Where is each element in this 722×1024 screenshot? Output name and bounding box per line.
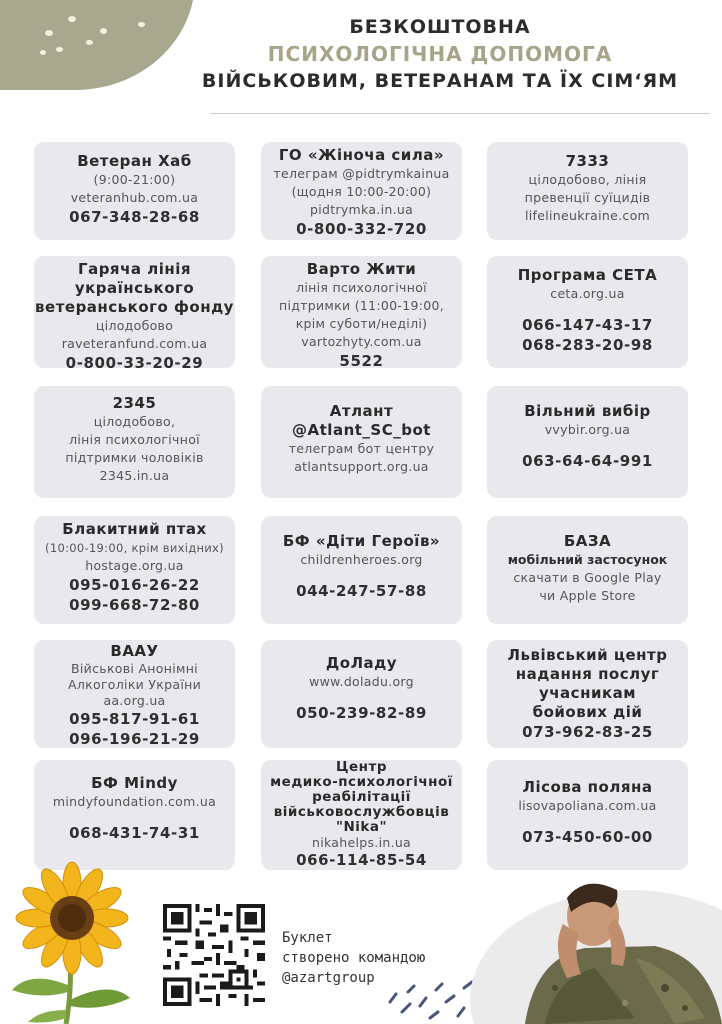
card-phone[interactable]: 066-147-43-17 xyxy=(522,316,653,334)
card-phone[interactable]: 095-817-91-61 xyxy=(69,710,200,728)
card-title: бойових дій xyxy=(532,703,643,721)
card-website: veteranhub.com.ua xyxy=(70,190,199,205)
card-title: ветеранського фонду xyxy=(35,298,234,316)
card-website: lifelineukraine.com xyxy=(524,208,650,223)
card-ceta xyxy=(487,256,688,368)
card-doladu xyxy=(261,640,462,748)
card-telegram-bot: @Atlant_SC_bot xyxy=(292,421,431,439)
decor-dot xyxy=(138,22,145,27)
card-title: Центр xyxy=(336,759,387,775)
card-lisova-poliana xyxy=(487,760,688,870)
page-header xyxy=(175,14,705,94)
decor-dot xyxy=(56,47,63,52)
card-hours: (10:00-19:00, крім вихідних) xyxy=(45,541,224,555)
card-nika xyxy=(261,760,462,870)
card-description: превенції суїцидів xyxy=(524,190,651,205)
spacer xyxy=(34,811,235,823)
card-phone[interactable]: 095-016-26-22 xyxy=(69,576,200,594)
header-divider xyxy=(210,113,710,114)
card-title: Гаряча лінія xyxy=(78,260,191,278)
card-title: учасникам xyxy=(538,684,637,702)
card-hours: (щодня 10:00-20:00) xyxy=(291,184,432,199)
card-phone[interactable]: 044-247-57-88 xyxy=(296,582,427,600)
card-website: ceta.org.ua xyxy=(550,286,625,301)
card-title: військовослужбовців xyxy=(273,804,450,820)
spacer xyxy=(261,569,462,581)
spacer xyxy=(487,815,688,827)
card-description: підтримки чоловіків xyxy=(65,450,204,465)
card-title: Варто Жити xyxy=(306,260,417,278)
card-hours: (9:00-21:00) xyxy=(93,172,176,187)
card-blakytnyi-ptakh xyxy=(34,516,235,624)
corner-decoration xyxy=(0,0,195,90)
card-lviv-center xyxy=(487,640,688,748)
card-phone[interactable]: 050-239-82-89 xyxy=(296,704,427,722)
header-line-3: ВІЙСЬКОВИМ, ВЕТЕРАНАМ ТА ЇХ СІМ‘ЯМ xyxy=(201,70,679,92)
spacer xyxy=(261,691,462,703)
card-phone[interactable]: 0-800-332-720 xyxy=(296,220,427,238)
card-title: Ветеран Хаб xyxy=(77,152,192,170)
card-title: БФ Mindy xyxy=(91,774,178,792)
credit-handle[interactable]: @azartgroup xyxy=(282,970,375,986)
card-description: цілодобово, лінія xyxy=(528,172,647,187)
card-title: реабілітації xyxy=(312,789,411,805)
soldier-photo xyxy=(515,868,722,1024)
header-line-1: БЕЗКОШТОВНА xyxy=(349,16,531,38)
card-baza xyxy=(487,516,688,624)
card-description: лінія психологічної xyxy=(69,432,200,447)
card-7333 xyxy=(487,142,688,240)
card-dity-heroiv xyxy=(261,516,462,624)
card-phone[interactable]: 073-450-60-00 xyxy=(522,828,653,846)
card-varto-zhyty xyxy=(261,256,462,368)
card-phone[interactable]: 5522 xyxy=(339,352,384,370)
card-veteran-hub xyxy=(34,142,235,240)
card-website: aa.org.ua xyxy=(103,693,166,708)
card-website: www.doladu.org xyxy=(309,674,414,689)
card-hours: цілодобово xyxy=(95,318,174,333)
card-title: 2345 xyxy=(112,394,157,412)
card-title: Блакитний птах xyxy=(62,520,207,538)
card-vilnyi-vybir xyxy=(487,386,688,498)
card-atlant xyxy=(261,386,462,498)
card-website: vartozhyty.com.ua xyxy=(301,334,422,349)
header-line-2: ПСИХОЛОГІЧНА ДОПОМОГА xyxy=(267,42,613,66)
card-website: lisovapoliana.com.ua xyxy=(518,798,657,813)
card-hours: крім суботи/неділі) xyxy=(295,316,428,331)
card-title: надання послуг xyxy=(515,665,660,683)
card-title: БФ «Діти Героїв» xyxy=(282,532,441,550)
card-description: Алкоголіки України xyxy=(68,677,201,692)
decor-dot xyxy=(45,30,53,36)
decor-dot xyxy=(100,28,107,34)
card-title: Атлант xyxy=(329,402,394,420)
card-description: скачати в Google Play xyxy=(513,570,662,585)
card-description: лінія психологічної xyxy=(296,280,427,295)
card-title: Вільний вибір xyxy=(524,402,651,420)
card-hours: підтримки (11:00-19:00, xyxy=(278,298,444,313)
card-description: телеграм бот центру xyxy=(288,441,435,456)
card-phone[interactable]: 068-431-74-31 xyxy=(69,824,200,842)
card-phone[interactable]: 096-196-21-29 xyxy=(69,730,200,748)
decor-dot xyxy=(86,40,93,45)
card-title: Програма СЕТА xyxy=(517,266,658,284)
card-description: Військові Анонімні xyxy=(71,661,198,676)
card-phone[interactable]: 066-114-85-54 xyxy=(296,851,427,869)
card-2345 xyxy=(34,386,235,498)
credit-line: створено командою xyxy=(282,950,426,966)
card-website: atlantsupport.org.ua xyxy=(294,459,429,474)
card-hours: цілодобово, xyxy=(93,414,176,429)
spacer xyxy=(487,439,688,451)
card-website: raveteranfund.com.ua xyxy=(61,336,208,351)
card-phone[interactable]: 063-64-64-991 xyxy=(522,452,653,470)
card-phone[interactable]: 067-348-28-68 xyxy=(69,208,200,226)
card-title: ВААУ xyxy=(110,642,159,660)
card-website: nikahelps.in.ua xyxy=(311,835,412,850)
card-mindy xyxy=(34,760,235,870)
card-telegram: телеграм @pidtrymkainua xyxy=(273,166,450,181)
card-title: українського xyxy=(74,279,195,297)
card-phone[interactable]: 0-800-33-20-29 xyxy=(65,354,204,372)
decor-dot xyxy=(40,50,46,55)
card-website: hostage.org.ua xyxy=(85,558,184,573)
card-zhinocha-syla xyxy=(261,142,462,240)
card-title: 7333 xyxy=(565,152,610,170)
card-description: мобільний застосунок xyxy=(507,552,668,567)
card-title: Львівський центр xyxy=(507,646,668,664)
card-description: чи Apple Store xyxy=(539,588,636,603)
card-website: vvybir.org.ua xyxy=(544,422,631,437)
card-website: pidtrymka.in.ua xyxy=(309,202,414,217)
card-website: 2345.in.ua xyxy=(99,468,170,483)
card-title: ДоЛаду xyxy=(325,654,398,672)
card-phone[interactable]: 073-962-83-25 xyxy=(522,723,653,741)
card-title: "Nika" xyxy=(335,819,388,835)
card-website: childrenheroes.org xyxy=(300,552,423,567)
card-title: БАЗА xyxy=(563,532,612,550)
spacer xyxy=(487,303,688,315)
card-phone[interactable]: 099-668-72-80 xyxy=(69,596,200,614)
card-vaau xyxy=(34,640,235,748)
credit-line: Буклет xyxy=(282,930,333,946)
card-website: mindyfoundation.com.ua xyxy=(52,794,217,809)
decor-dot xyxy=(68,16,76,22)
card-phone[interactable]: 068-283-20-98 xyxy=(522,336,653,354)
qr-code[interactable] xyxy=(163,904,265,1006)
card-title: медико-психологічної xyxy=(270,774,453,790)
card-title: ГО «Жіноча сила» xyxy=(278,146,445,164)
card-title: Лісова поляна xyxy=(522,778,653,796)
sunflower-illustration xyxy=(0,860,160,1024)
card-veteran-fund xyxy=(34,256,235,372)
